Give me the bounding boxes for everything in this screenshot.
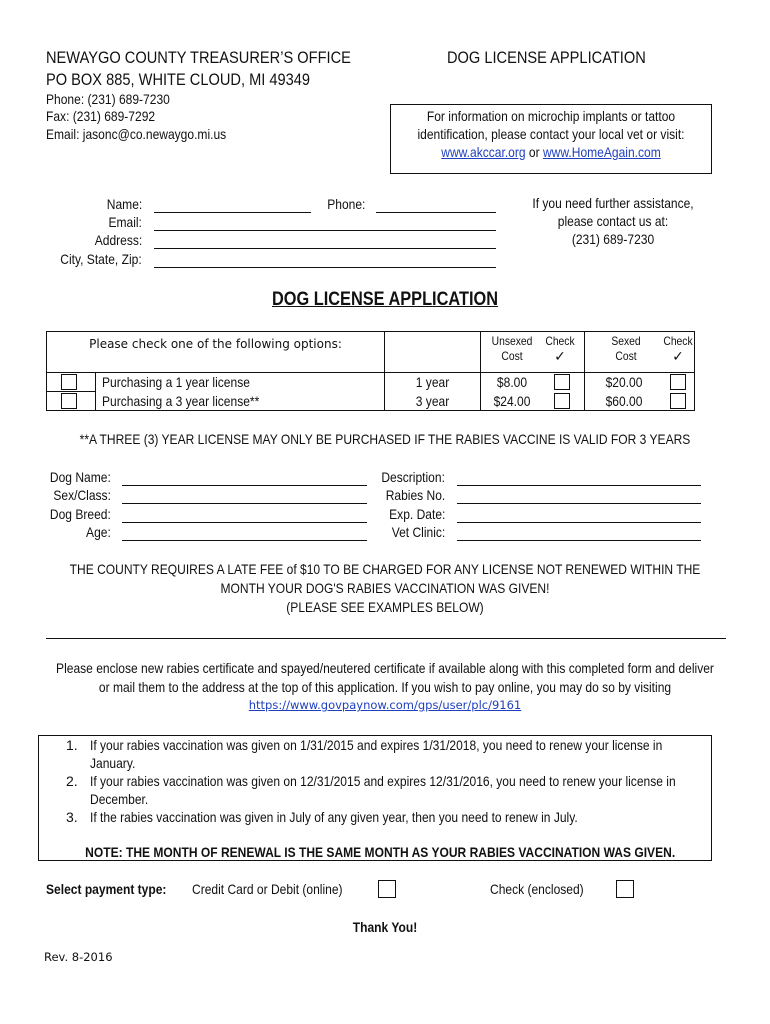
late-fee-line-3: (PLEASE SEE EXAMPLES BELOW) [286, 599, 484, 615]
example-2-number: 2. [66, 773, 78, 789]
check-enclosed-checkbox[interactable] [616, 880, 634, 898]
description-field[interactable] [457, 485, 701, 486]
three-year-checkbox[interactable] [61, 393, 77, 409]
three-year-label: Purchasing a 3 year license** [102, 393, 260, 409]
exp-date-field[interactable] [457, 522, 701, 523]
age-field[interactable] [122, 540, 367, 541]
govpaynow-link[interactable]: https://www.govpaynow.com/gps/user/plc/9161 [248, 698, 522, 712]
phone-field[interactable] [376, 212, 496, 213]
table-divider [46, 372, 695, 373]
city-state-zip-label: City, State, Zip: [60, 251, 142, 267]
one-year-label: Purchasing a 1 year license [102, 374, 250, 390]
dog-breed-field[interactable] [122, 522, 367, 523]
late-fee-line-1: THE COUNTY REQUIRES A LATE FEE of $10 TO BE CHARGED FOR ANY LICENSE NOT RENEWED WITHIN THE [69, 561, 701, 577]
three-year-sexed-checkbox[interactable] [670, 393, 686, 409]
three-year-note: **A THREE (3) YEAR LICENSE MAY ONLY BE PURCHASED IF THE RABIES VACCINE IS VALID FOR 3 YEARS [79, 431, 691, 447]
microchip-links [413, 144, 688, 160]
office-fax: Fax: (231) 689-7292 [46, 108, 156, 124]
address-label: Address: [94, 232, 142, 248]
check-option-label: Check (enclosed) [490, 881, 584, 897]
assist-line-2: please contact us at: [557, 213, 669, 229]
section-divider [46, 638, 726, 639]
microchip-line-2: identification, please contact your local vet or visit: [417, 126, 685, 142]
three-year-sexed-cost: $60.00 [605, 393, 643, 409]
dog-name-field[interactable] [122, 485, 367, 486]
payment-type-label: Select payment type: [46, 881, 167, 897]
office-address: PO BOX 885, WHITE CLOUD, MI 49349 [46, 70, 311, 89]
vet-clinic-field[interactable] [457, 540, 701, 541]
options-instruction: Please check one of the following options: [89, 337, 342, 351]
enclose-line-1: Please enclose new rabies certificate and spayed/neutered certificate if available along with this completed form and deliver [56, 660, 714, 676]
name-field[interactable] [154, 212, 311, 213]
example-3-line-1: If the rabies vaccination was given in July of any given year, then you need to renew in July. [90, 809, 578, 825]
microchip-info-box [390, 104, 712, 174]
sexed-cost-header: Cost [615, 349, 637, 363]
office-email: Email: jasonc@co.newaygo.mi.us [46, 126, 227, 142]
sex-class-field[interactable] [122, 503, 367, 504]
sexed-check-header: Check [663, 334, 693, 348]
age-label: Age: [86, 524, 111, 540]
example-1-line-2: January. [90, 755, 136, 771]
thank-you: Thank You! [352, 919, 418, 935]
example-1-number: 1. [66, 737, 78, 753]
homeagain-link[interactable]: www.HomeAgain.com [542, 144, 661, 160]
assist-phone: (231) 689-7230 [571, 231, 655, 247]
phone-label: Phone: [326, 196, 365, 212]
description-label: Description: [381, 469, 445, 485]
name-label: Name: [106, 196, 142, 212]
unsexed-header: Unsexed [491, 334, 533, 348]
govpaynow-link-wrap [0, 698, 770, 712]
microchip-line-1: For information on microchip implants or tattoo [426, 108, 676, 124]
sexed-checkmark-icon: ✓ [672, 348, 684, 364]
example-2-line-2: December. [90, 791, 149, 807]
vet-clinic-label: Vet Clinic: [391, 524, 445, 540]
address-field[interactable] [154, 248, 496, 249]
one-year-checkbox[interactable] [61, 374, 77, 390]
sexed-header: Sexed [611, 334, 641, 348]
rabies-number-label: Rabies No. [385, 487, 445, 503]
exp-date-label: Exp. Date: [388, 506, 445, 522]
one-year-sexed-cost: $20.00 [605, 374, 643, 390]
document-title: DOG LICENSE APPLICATION [447, 48, 646, 67]
sex-class-label: Sex/Class: [53, 487, 111, 503]
rabies-number-field[interactable] [457, 503, 701, 504]
one-year-unsexed-checkbox[interactable] [554, 374, 570, 390]
example-1-line-1: If your rabies vaccination was given on 1/31/2015 and expires 1/31/2018, you need to renew your license in [90, 737, 663, 753]
dog-name-label: Dog Name: [50, 469, 111, 485]
office-name: NEWAYGO COUNTY TREASURER’S OFFICE [46, 48, 351, 67]
akccar-link[interactable]: www.akccar.org [441, 144, 526, 160]
renewal-note: NOTE: THE MONTH OF RENEWAL IS THE SAME MONTH AS YOUR RABIES VACCINATION WAS GIVEN. [85, 844, 676, 860]
one-year-unsexed-cost: $8.00 [496, 374, 528, 390]
email-field[interactable] [154, 230, 496, 231]
dog-breed-label: Dog Breed: [50, 506, 111, 522]
one-year-sexed-checkbox[interactable] [670, 374, 686, 390]
example-3-number: 3. [66, 809, 78, 825]
credit-card-checkbox[interactable] [378, 880, 396, 898]
city-state-zip-field[interactable] [154, 267, 496, 268]
unsexed-checkmark-icon: ✓ [554, 348, 566, 364]
enclose-line-2: or mail them to the address at the top of this application. If you wish to pay online, you may do so by visiting [98, 679, 672, 695]
three-year-unsexed-cost: $24.00 [493, 393, 531, 409]
late-fee-line-2: MONTH YOUR DOG'S RABIES VACCINATION WAS GIVEN! [220, 580, 550, 596]
unsexed-cost-header: Cost [501, 349, 523, 363]
credit-card-option-label: Credit Card or Debit (online) [192, 881, 343, 897]
assist-line-1: If you need further assistance, [532, 195, 694, 211]
col-divider-2 [584, 331, 585, 411]
three-year-term: 3 year [415, 393, 450, 409]
unsexed-check-header: Check [545, 334, 575, 348]
email-label: Email: [108, 214, 142, 230]
form-title: DOG LICENSE APPLICATION [271, 289, 499, 310]
col-divider-1 [480, 331, 481, 411]
or-text: or [528, 144, 540, 160]
office-phone: Phone: (231) 689-7230 [46, 91, 170, 107]
example-2-line-1: If your rabies vaccination was given on 12/31/2015 and expires 12/31/2016, you need to renew your license in [90, 773, 676, 789]
one-year-term: 1 year [415, 374, 450, 390]
three-year-unsexed-checkbox[interactable] [554, 393, 570, 409]
revision-label: Rev. 8-2016 [44, 950, 113, 964]
